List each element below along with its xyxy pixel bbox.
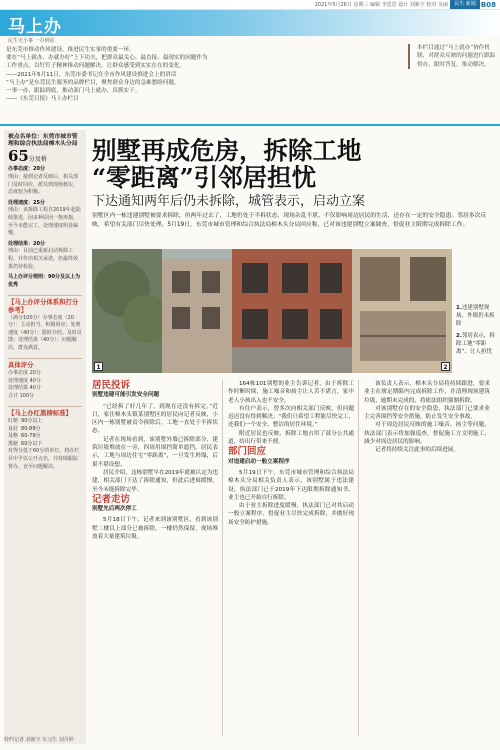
column-masthead [0, 10, 500, 36]
column-section-subtitle: 别墅先后两次停工 [92, 506, 137, 513]
photo-caption [456, 304, 496, 356]
column-slogan: 民生无小事 一办到底 [8, 38, 55, 44]
article-paragraph: 5月18日下午，记者来到该别墅区，看到该别墅二楼以上部分已被拆除，一楼仍然保留，现场堆放着大量建筑垃圾。 [92, 517, 218, 541]
detail-score-row: 办事态度 20分 [8, 370, 41, 377]
ranking-standard-title: 【马上办红黑榜标准】 [8, 406, 82, 418]
article-paragraph: 对该别墅存在的安全隐患，执法部门已要求业主完善围挡等安全措施，防止发生安全事故。 [364, 405, 490, 421]
article-paragraph: 164栋101别墅的业主告诉记者，由于拆除工作时断时续，施工噪音和扬尘让人苦不堪言，家中老人小孩出入也不安全。 [228, 381, 354, 404]
ranking-label: 及格 [8, 433, 19, 440]
column-rule [358, 380, 359, 736]
score-item-heading: 处理结果：20分 [8, 240, 45, 247]
photo-number-badge: 2 [441, 362, 450, 371]
ranking-range: 80-89分 [21, 425, 41, 432]
score-item-reason: 理由：目前已重新启动拆除工程，并作出相关承诺，但最终效果仍待检验。 [8, 248, 79, 270]
headline-line-2: “零距离”引邻居担忧 [92, 163, 317, 192]
named-unit: 被点名单位：东莞市城市管理和综合执法局樟木头分局 [8, 134, 78, 148]
article-paragraph: 居民介绍，这栋别墅早在2019年就被认定为违建，相关部门下达了拆除通知，但此后进展缓慢，至今未能拆除完毕。 [92, 469, 218, 493]
caption-text: 邻居表示，拆除工地“零距离”，让人担忧 [456, 333, 495, 355]
ranking-label: 良好 [8, 425, 19, 432]
scoring-system-text: （满分100分）办事态度（20分）：主动担当、积极回应；处理速度（40分）：限时办结、及时反馈；处理结果（40分）：问题解决、群众满意。 [8, 314, 82, 351]
photo-number-badge: 1 [94, 362, 103, 371]
caption-number: 1. [456, 305, 462, 311]
ranking-row [8, 433, 82, 441]
news-photo [92, 249, 452, 373]
scoring-system-title: 【马上办评分体系和打分参考】 [8, 295, 82, 314]
ranking-row [8, 426, 82, 434]
caption-item [456, 332, 496, 356]
article-headline [92, 137, 472, 191]
article-paragraph: “已经拆了好几年了，到现在还没有拆完。”近日，家住樟木头镇某别墅区的居民向记者反映，小区内一栋别墅被责令拆除后，工地一直处于半拆状态。 [92, 403, 218, 435]
column-logo: 马上办 [8, 17, 62, 37]
column-section-title: 部门回应 [228, 446, 267, 458]
ranking-note: 对得分低于60分的单位，将在栏目中予以公开点名，并持续跟踪督办，直至问题解决。 [8, 448, 80, 470]
detail-score-row: 处理速度 40分 [8, 377, 41, 384]
detail-score-row: 合计 100分 [8, 392, 35, 399]
headline-line-1: 别墅再成危房，拆除工地 [92, 136, 362, 165]
intro-line: “马上办”是东莞民生服务的品牌栏目，聚焦群众身边的急难愁盼问题， [6, 79, 180, 86]
ranking-label: 黑榜 [8, 440, 19, 447]
building-photo-illustration [92, 249, 452, 373]
column-rule [222, 380, 223, 736]
issue-date: 2021年5月26日 星期三 编辑 李思思 设计 刘新宇 校对 吴丽 [314, 2, 448, 8]
intro-line: ——2021年5月11日，东莞市委书记在全市作风建设推进会上的讲话 [6, 71, 177, 78]
top-info-bar [0, 0, 500, 10]
ranking-range: 60分以下 [21, 440, 43, 447]
ranking-row [8, 418, 82, 426]
article-paragraph: 该负责人表示，樟木头分局将持续跟进，要求业主在规定期限内完成拆除工作，并清理现场建筑垃圾，逾期未完成的，将依法组织强制拆除。 [364, 381, 490, 404]
caption-item [456, 304, 496, 328]
article-paragraph: 有住户表示，曾多次向相关部门反映，但问题迟迟没有得到解决。“我们只希望工程能尽快完工，还我们一个安全、整洁的居住环境。” [228, 405, 354, 429]
caption-text: 违建别墅现场，外墙仍未拆除 [456, 305, 495, 327]
score-rule-note: 马上办评分规则：90分及以上为优秀 [8, 274, 80, 288]
ranking-range: 60-79分 [21, 433, 41, 440]
intro-line: 工作重点，以钉钉子精神推动问题解决，让群众感受到实实在在的变化。 [6, 63, 186, 70]
column-intro [6, 46, 376, 103]
score-unit: 分及格 [28, 155, 47, 163]
score-number: 65 [8, 146, 29, 165]
intro-line: ——《东莞日报》马上办栏目 [6, 96, 79, 103]
article-lead: 别墅区内一栋违建别墅被要求拆除，但两年过去了，工地仍处于半拆状态，现场杂乱不堪，不仅影响周边居民的生活，还存在一定的安全隐患。邻居多次反映，希望有关部门尽快处理。5月19日，东莞市城市管理和综合执法局樟木头分局回应称，已对该违建别墅立案调查，督促业主限期完成拆除工作。 [92, 213, 487, 228]
caption-number: 2. [456, 333, 462, 339]
score-item-reason: 理由：接到记者反映后，相关部门及时回应，派员到现场核实，态度较为积极。 [8, 174, 79, 196]
article-subheadline: 下达通知两年后仍未拆除，城管表示，启动立案 [92, 194, 366, 209]
ranking-label: 红榜 [8, 418, 19, 425]
article-column-2 [228, 380, 354, 527]
article-column-3 [364, 380, 490, 455]
score-item-reason: 理由：该拆除工程自2019年起陆续推进，因多种原因一拖再拖，至今未能完工，处理速度明显偏慢。 [8, 207, 81, 237]
score-item-heading: 处理速度：25分 [8, 199, 45, 206]
column-section-subtitle: 别墅违建可能引发安全问题 [92, 392, 160, 399]
score-value [8, 146, 82, 165]
article-paragraph: 附近居民也反映，拆除工地占用了部分公共通道，给出行带来不便。 [228, 430, 354, 446]
section-divider [0, 124, 500, 126]
score-item-heading: 办事态度：20分 [8, 166, 45, 173]
article-paragraph: 记者在现场看到，该别墅外墙已拆除部分，建筑垃圾堆放在一旁，四周用围挡简单遮挡。居民表示，工地与周边住宅“零距离”，一旦发生坍塌，后果不堪设想。 [92, 436, 218, 468]
article-paragraph: 由于业主拆除进度缓慢，执法部门已对其启动一般立案程序，督促业主尽快完成拆除，并做好现场安全防护措施。 [228, 503, 354, 526]
article-paragraph: 对于周边居民反映的施工噪音、扬尘等问题，执法部门表示将加强巡查，督促施工方文明施工，减少对周边居民的影响。 [364, 422, 490, 446]
side-note: 本栏目通过“马上就办”协作机制，对群众反映的问题进行跟踪督办，限时答复，推动解决。 [408, 44, 496, 69]
article-column-1 [92, 380, 218, 541]
section-badge: 民生·新闻 [450, 0, 480, 9]
intro-line: 是东莞市推动作风建设、推进民生实事的重要一环。 [6, 47, 135, 53]
article-paragraph: 5月19日下午，东莞市城市管理和综合执法局樟木头分局相关负责人表示，该别墅属于违法建设，执法部门已于2019年下达限期拆除通知书，业主也已开始自行拆除。 [228, 469, 354, 501]
intro-line: 要在“马上就办、办就办好”上下功夫，把群众最关心、最直接、最现实的问题作为 [6, 55, 208, 62]
detail-score-title: 具体评分 [8, 358, 82, 370]
score-sidebar [4, 130, 86, 744]
page-number: B08 [480, 1, 496, 9]
article-paragraph: 记者将持续关注此事的后续进展。 [375, 447, 459, 454]
ranking-range: 90分以上 [21, 418, 43, 425]
intro-line: 一事一办、跟踪到底，推动部门马上就办、真抓实干。 [6, 88, 141, 95]
column-section-title: 记者走访 [92, 493, 131, 505]
detail-score-row: 处理结果 40分 [8, 385, 41, 392]
column-section-title: 居民投诉 [92, 380, 131, 391]
column-section-subtitle: 对违建启动一般立案程序 [228, 458, 290, 465]
reporter-byline: 特约记者 刘新宇 实习生 刘丹婷 [4, 737, 74, 743]
